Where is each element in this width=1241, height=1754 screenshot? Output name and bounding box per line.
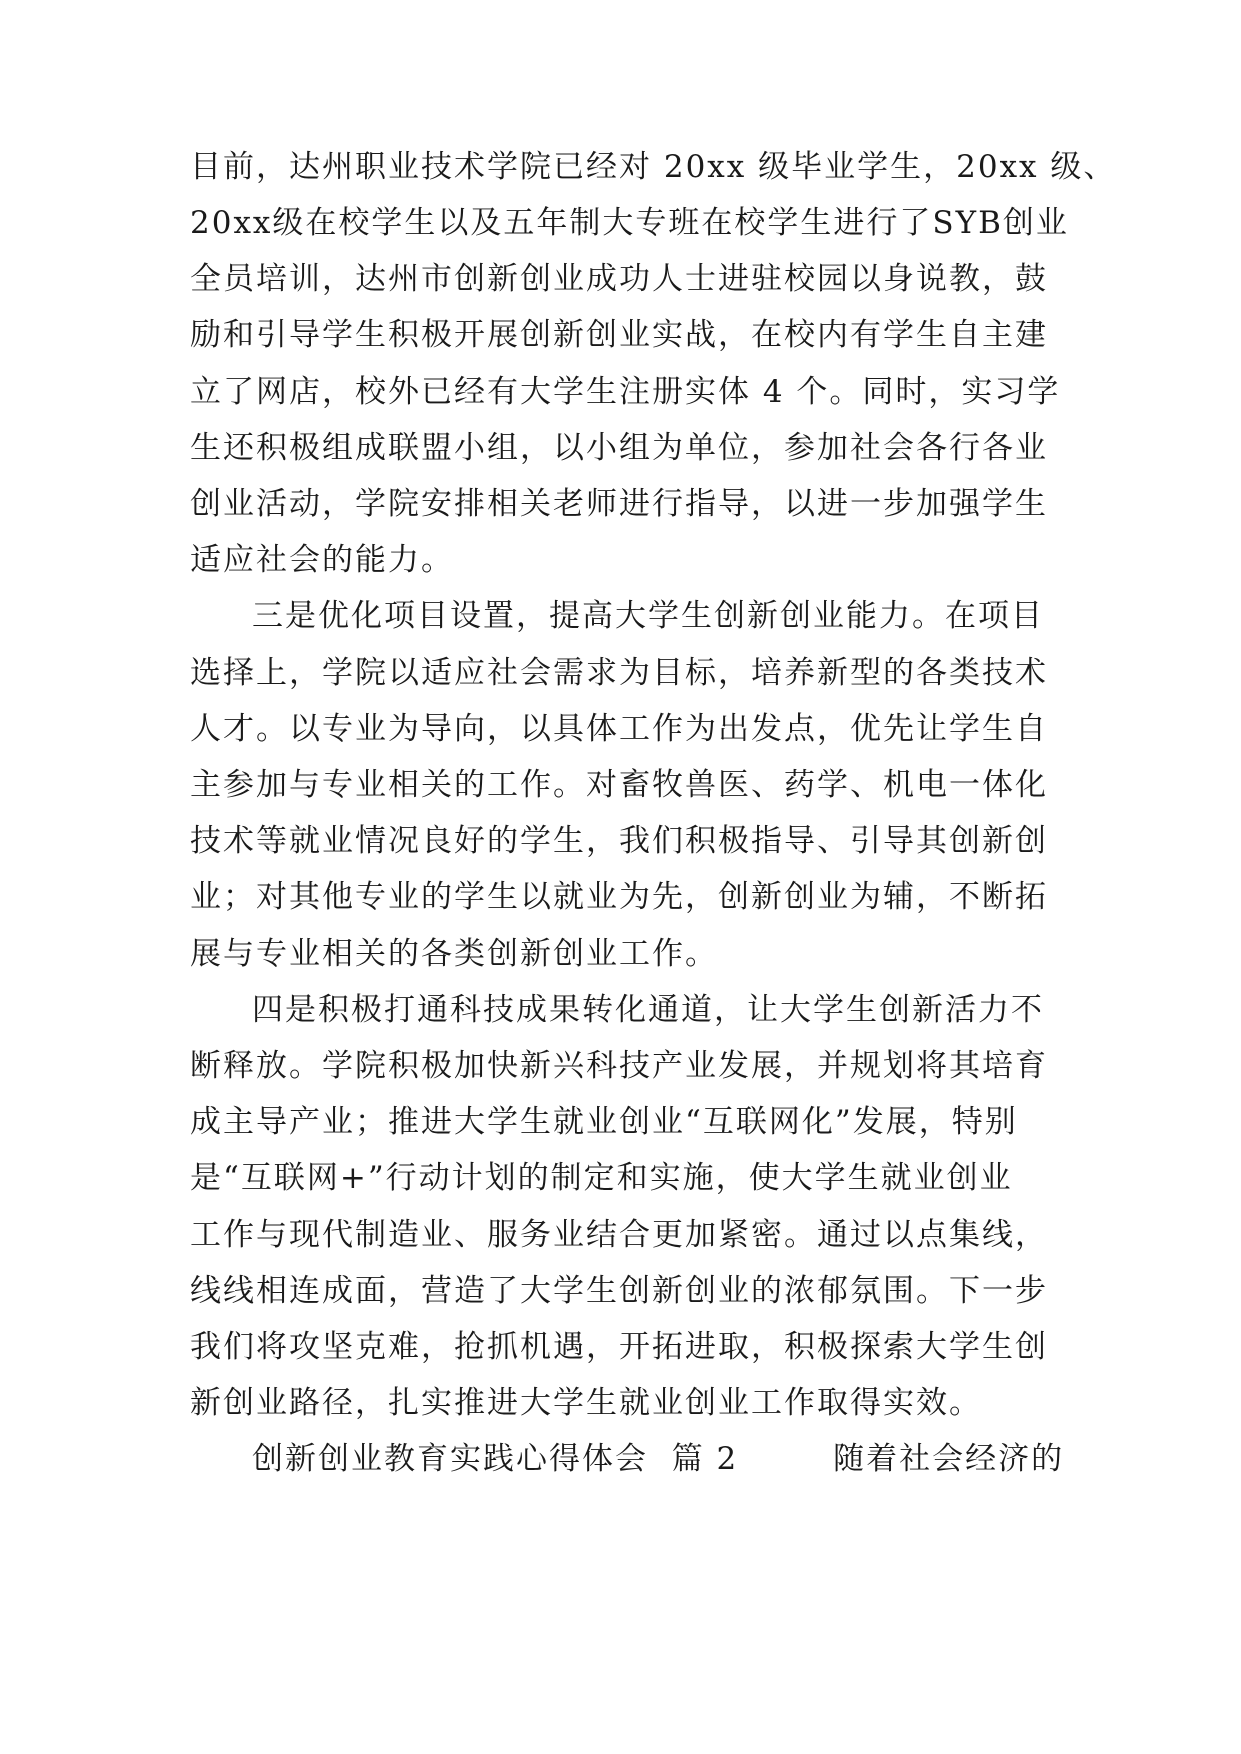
paragraph-line: 立了网店，校外已经有大学生注册实体 4 个。同时，实习学 [190, 374, 1061, 410]
paragraph-line: 创业活动，学院安排相关老师进行指导，以进一步加强学生 [190, 486, 1048, 522]
paragraph-line: 三是优化项目设置，提高大学生创新创业能力。在项目 [252, 598, 1044, 634]
paragraph-line: 线线相连成面，营造了大学生创新创业的浓郁氛围。下一步 [190, 1273, 1048, 1309]
paragraph-line: 主参加与专业相关的工作。对畜牧兽医、药学、机电一体化 [190, 767, 1048, 803]
paragraph-line: 成主导产业；推进大学生就业创业“互联网化”发展，特别 [190, 1104, 1018, 1140]
paragraph-line: 目前，达州职业技术学院已经对 20xx 级毕业学生，20xx 级、 [190, 149, 1117, 185]
paragraph-line: 适应社会的能力。 [190, 542, 454, 578]
paragraph-line: 新创业路径，扎实推进大学生就业创业工作取得实效。 [190, 1385, 982, 1421]
paragraph-line: 励和引导学生积极开展创新创业实战，在校内有学生自主建 [190, 317, 1048, 353]
section-heading-line: 创新创业教育实践心得体会 篇 2 随着社会经济的 [252, 1441, 1065, 1477]
paragraph-line: 断释放。学院积极加快新兴科技产业发展，并规划将其培育 [190, 1048, 1048, 1084]
paragraph-line: 展与专业相关的各类创新创业工作。 [190, 936, 718, 972]
paragraph-line: 技术等就业情况良好的学生，我们积极指导、引导其创新创 [190, 823, 1048, 859]
paragraph-line: 人才。以专业为导向，以具体工作为出发点，优先让学生自 [190, 711, 1048, 747]
paragraph-line: 是“互联网+”行动计划的制定和实施，使大学生就业创业 [190, 1160, 1013, 1196]
paragraph-line: 我们将攻坚克难，抢抓机遇，开拓进取，积极探索大学生创 [190, 1329, 1048, 1365]
paragraph-line: 工作与现代制造业、服务业结合更加紧密。通过以点集线， [190, 1217, 1048, 1253]
paragraph-line: 全员培训，达州市创新创业成功人士进驻校园以身说教，鼓 [190, 261, 1048, 297]
paragraph-line: 20xx级在校学生以及五年制大专班在校学生进行了SYB创业 [190, 205, 1069, 241]
paragraph-line: 选择上，学院以适应社会需求为目标，培养新型的各类技术 [190, 655, 1048, 691]
paragraph-line: 生还积极组成联盟小组，以小组为单位，参加社会各行各业 [190, 430, 1048, 466]
paragraph-line: 业；对其他专业的学生以就业为先，创新创业为辅，不断拓 [190, 879, 1048, 915]
paragraph-line: 四是积极打通科技成果转化通道，让大学生创新活力不 [252, 992, 1044, 1028]
